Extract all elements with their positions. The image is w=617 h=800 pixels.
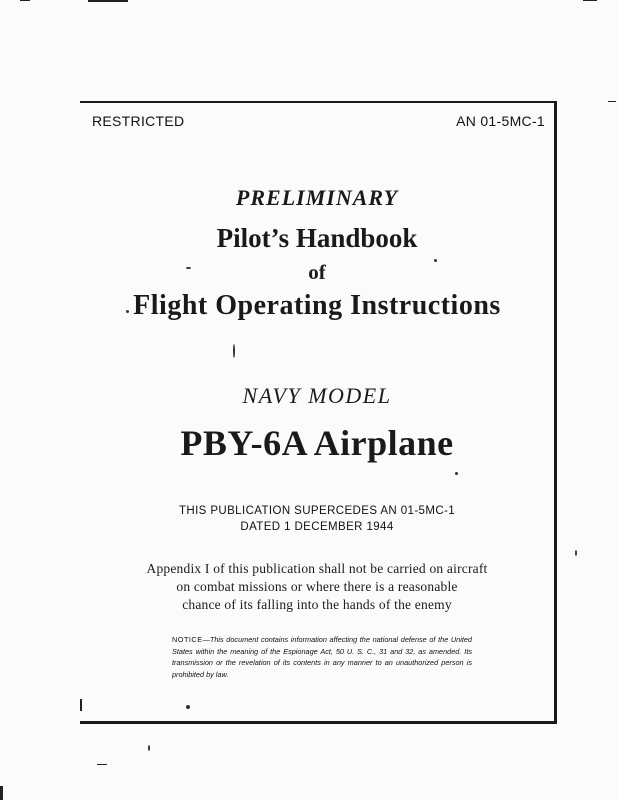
notice-label: NOTICE <box>172 635 203 644</box>
navy-model-heading: NAVY MODEL <box>242 383 392 408</box>
aircraft-model-title: PBY-6A Airplane <box>180 423 454 463</box>
document-number: AN 01-5MC-1 <box>456 113 545 129</box>
scan-mark-bottom-dash <box>97 764 107 765</box>
supersedes-line-1: THIS PUBLICATION SUPERCEDES AN 01-5MC-1 <box>178 505 456 517</box>
appendix-line-1: Appendix I of this publication shall not be carried on aircraft <box>146 561 488 576</box>
supersedes-line-2: DATED 1 DECEMBER 1944 <box>240 521 394 533</box>
espionage-act-notice <box>172 634 472 680</box>
scan-mark-right-dash <box>608 101 616 102</box>
notice-text: —This document contains information affecting the national defense of the United States within the meaning of the Espionage Act, 50 U. S. C., 31 and 32, as amended. Its transmission or the revelation of its contents in any manner to an unauthorized person is prohibited by law. <box>172 635 472 679</box>
scan-mark-top-right <box>583 0 597 1</box>
appendix-line-3: chance of its falling into the hands of the enemy <box>182 597 452 612</box>
speck <box>575 550 577 556</box>
scan-mark-top-edge <box>20 0 30 1</box>
scan-mark-bottom-left <box>0 786 3 800</box>
appendix-notice <box>80 560 554 614</box>
flight-instructions-title: Flight Operating Instructions <box>133 290 501 321</box>
classification-label: RESTRICTED <box>92 113 185 129</box>
appendix-line-2: on combat missions or where there is a reasonable <box>176 579 458 594</box>
title-connector: of <box>308 260 326 284</box>
handbook-title: Pilot’s Handbook <box>216 223 418 253</box>
preliminary-heading: PRELIMINARY <box>235 185 399 210</box>
supersedes-notice <box>80 503 554 535</box>
scan-mark-top-left <box>88 0 128 2</box>
speck <box>148 745 150 751</box>
